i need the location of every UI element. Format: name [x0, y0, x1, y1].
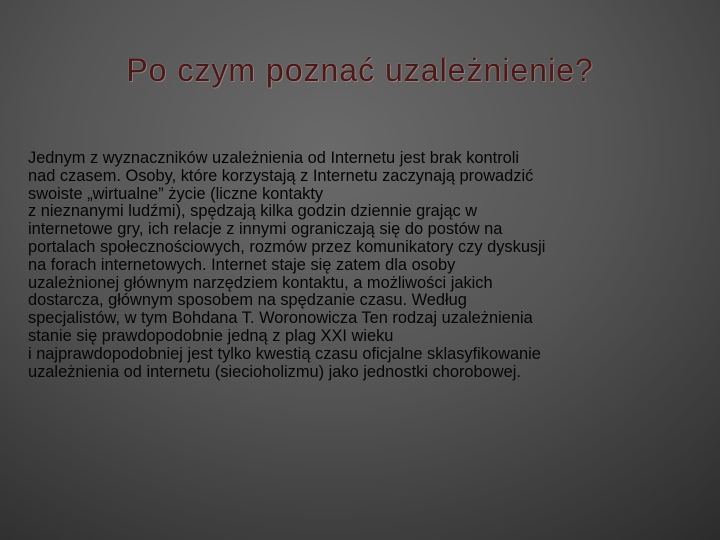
slide-title: Po czym poznać uzależnienie?: [126, 52, 594, 88]
slide-body-text: Jednym z wyznaczników uzależnienia od Internetu jest brak kontroli nad czasem. Osoby, które korzystają z Internetu zaczynają prowadzić swoiste „wirtualne” życie (liczne kontakty z nieznanymi ludźmi), spędzają kilka godzin dziennie grając w internetowe gry, ich relacje z innymi ograniczają się do postów na portalach społecznościowych, rozmów przez komunikatory czy dyskusji na forach internetowych. Internet staje się zatem dla osoby uzależnionej głównym narzędziem kontaktu, a możliwości jakich dostarcza, głównym sposobem na spędzanie czasu. Według specjalistów, w tym Bohdana T. Woronowicza Ten rodzaj uzależnienia stanie się prawdopodobnie jedną z plag XXI wieku i najprawdopodobniej jest tylko kwestią czasu oficjalne sklasyfikowanie uzależnienia od internetu (siecioholizmu) jako jednostki chorobowej.: [28, 149, 546, 381]
